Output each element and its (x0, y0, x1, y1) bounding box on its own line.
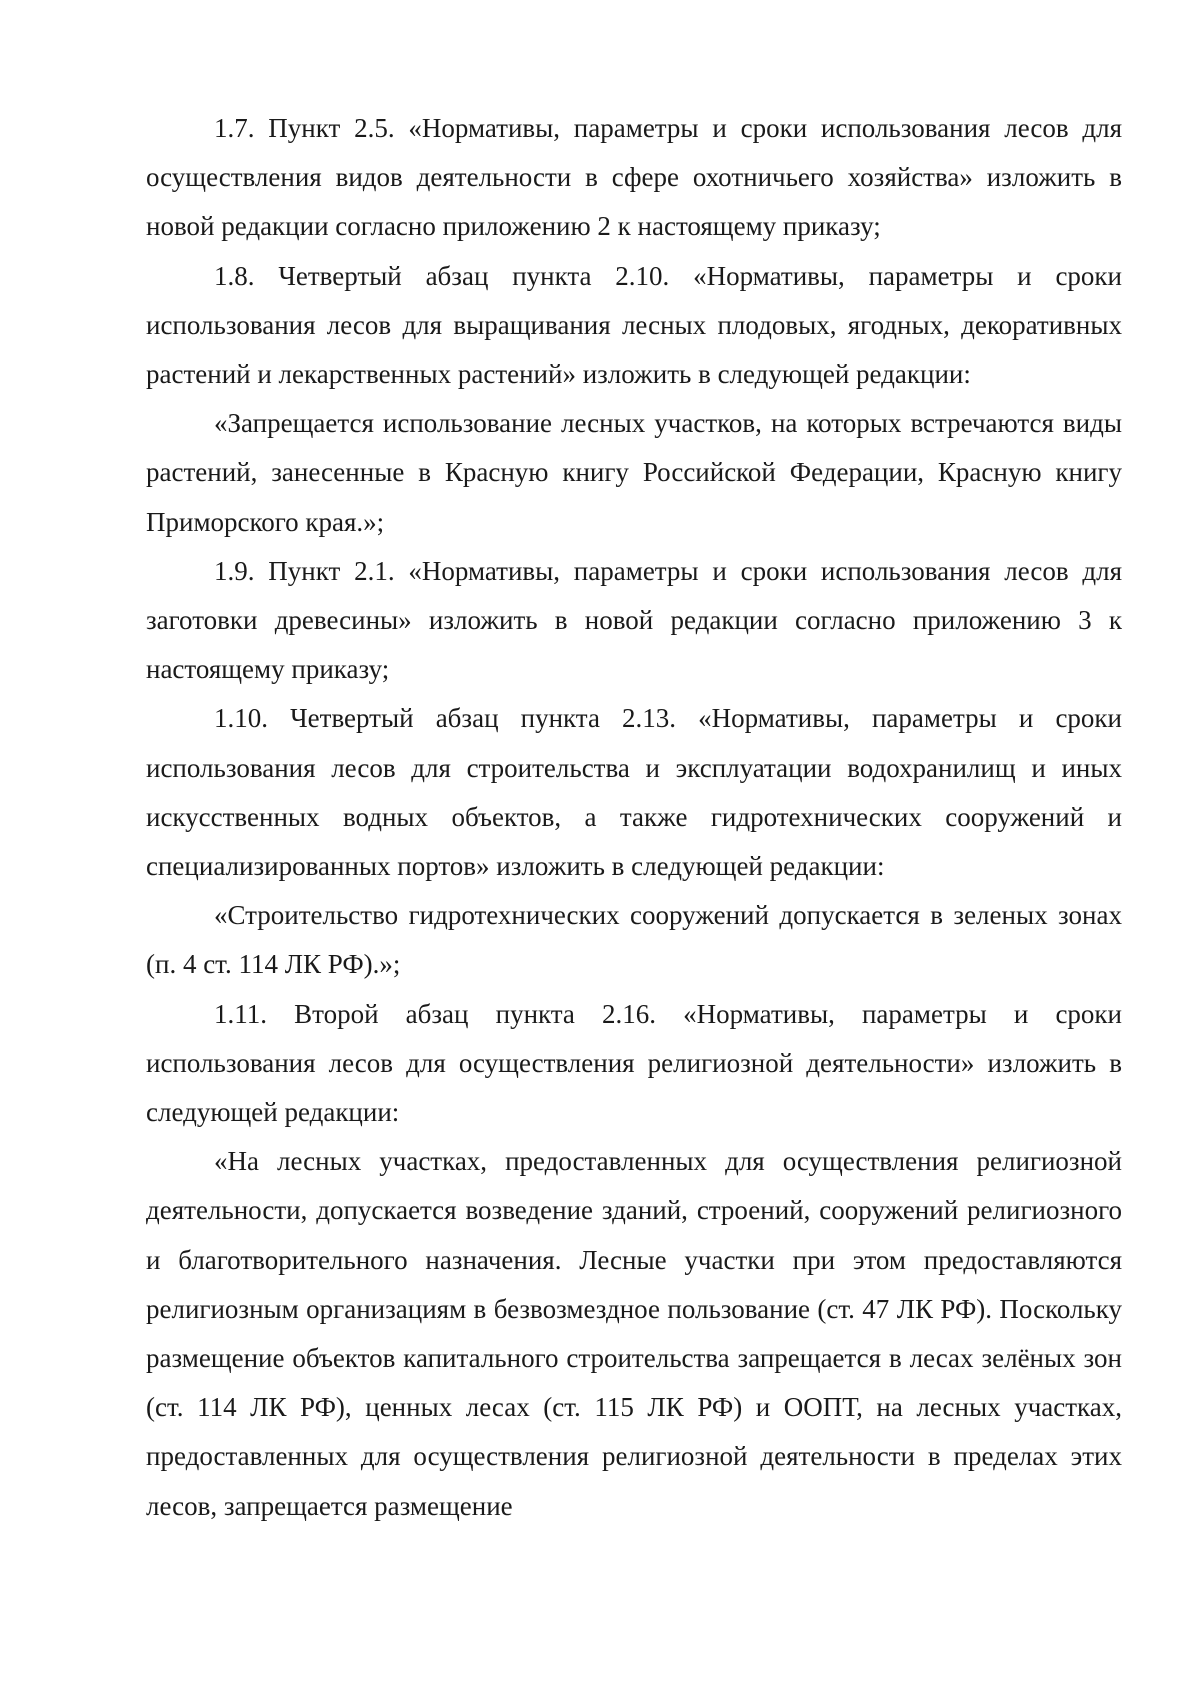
paragraph-1-11-quote: «На лесных участках, предоставленных для осуществления религиозной деятельности, допускается возведение зданий, строений, сооружений религиозного и благотворительного назначения. Лесные участки при этом предоставляются религиозным организациям в безвозмездное пользование (ст. 47 ЛК РФ). Поскольку размещение объектов капитального строительства запрещается в лесах зелёных зон (ст. 114 ЛК РФ), ценных лесах (ст. 115 ЛК РФ) и ООПТ, на лесных участках, предоставленных для осуществления религиозной деятельности в пределах этих лесов, запрещается размещение (146, 1146, 1122, 1521)
paragraph-1-8: 1.8. Четвертый абзац пункта 2.10. «Нормативы, параметры и сроки использования лесов для выращивания лесных плодовых, ягодных, декоративных растений и лекарственных растений» изложить в следующей редакции: (146, 260, 1122, 390)
paragraph-1-7: 1.7. Пункт 2.5. «Нормативы, параметры и сроки использования лесов для осуществления видов деятельности в сфере охотничьего хозяйства» изложить в новой редакции согласно приложению 2 к настоящему приказу; (146, 113, 1122, 242)
paragraph-1-11: 1.11. Второй абзац пункта 2.16. «Нормативы, параметры и сроки использования лесов для осуществления религиозной деятельности» изложить в следующей редакции: (146, 998, 1122, 1128)
paragraph-1-10-quote: «Строительство гидротехнических сооружений допускается в зеленых зонах (п. 4 ст. 114 ЛК РФ).»; (146, 900, 1122, 980)
paragraph-1-9: 1.9. Пункт 2.1. «Нормативы, параметры и сроки использования лесов для заготовки древесины» изложить в новой редакции согласно приложению 3 к настоящему приказу; (146, 555, 1122, 685)
paragraph-1-10: 1.10. Четвертый абзац пункта 2.13. «Нормативы, параметры и сроки использования лесов для строительства и эксплуатации водохранилищ и иных искусственных водных объектов, а также гидротехнических сооружений и специализированных портов» изложить в следующей редакции: (146, 703, 1122, 882)
paragraph-1-8-quote: «Запрещается использование лесных участков, на которых встречаются виды растений, занесенные в Красную книгу Российской Федерации, Красную книгу Приморского края.»; (146, 408, 1122, 537)
